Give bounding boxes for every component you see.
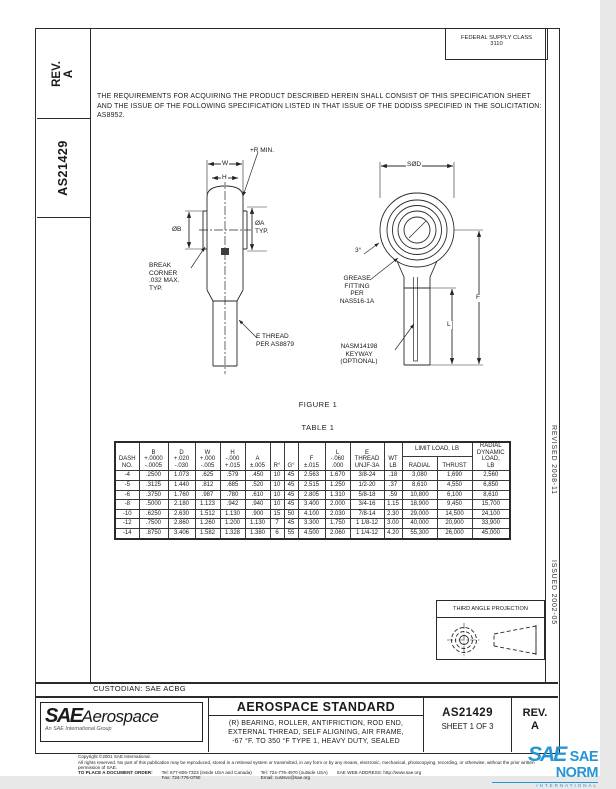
table-cell: 3,080 xyxy=(402,471,437,481)
table-cell: 2,560 xyxy=(472,471,510,481)
table-cell: .18 xyxy=(384,471,402,481)
table-cell: 4.500 xyxy=(298,528,325,538)
table-cell: 14,500 xyxy=(437,509,472,519)
col-l: L -.060 .000 xyxy=(325,442,350,471)
table-cell: 2.563 xyxy=(298,471,325,481)
table-row xyxy=(115,519,510,529)
doc-number-box xyxy=(37,119,90,218)
table-cell: -5 xyxy=(115,480,139,490)
table-cell: 20,900 xyxy=(437,519,472,529)
table-cell: -4 xyxy=(115,471,139,481)
tel-outside: Tel: 724-776-4970 (outside USA) xyxy=(260,770,328,775)
tel-inside: Tel: 877-606-7323 (inside USA and Canada) xyxy=(161,770,252,775)
watermark-sae-logo: SAE xyxy=(528,743,566,766)
dia-a-label: ØA TYP. xyxy=(255,220,269,235)
table-cell: .520 xyxy=(245,480,270,490)
table-cell: .8750 xyxy=(139,528,168,538)
dimension-table-wrap xyxy=(114,441,511,540)
col-a: A ±.005 xyxy=(245,442,270,471)
dia-b-label: ØB xyxy=(172,226,182,233)
table-cell: 8,610 xyxy=(472,490,510,500)
custodian-row: CUSTODIAN: SAE ACBG xyxy=(93,684,186,693)
table-cell: .59 xyxy=(384,490,402,500)
table-cell: 1.200 xyxy=(220,519,245,529)
table-cell: 45 xyxy=(284,519,298,529)
table-cell: 2.000 xyxy=(325,500,350,510)
fax-number: Fax: 724-776-0790 xyxy=(161,775,201,780)
email-line: Email: custsvc@sae.org xyxy=(260,775,311,780)
r-min-label: +R MIN. xyxy=(250,147,275,154)
table-cell: 1.512 xyxy=(195,509,220,519)
table-cell: 1 1/8-12 xyxy=(350,519,384,529)
title-block-sheet: SHEET 1 OF 3 xyxy=(441,721,494,731)
sod-dim-label: SØD xyxy=(407,161,422,168)
col-wt: WT LB xyxy=(384,442,402,471)
table-cell: 1.328 xyxy=(220,528,245,538)
table-cell: 10,800 xyxy=(402,490,437,500)
table-cell: 6 xyxy=(270,528,284,538)
table-cell: .5000 xyxy=(139,500,168,510)
table-cell: 9,450 xyxy=(437,500,472,510)
doc-number-vertical: AS21429 xyxy=(56,140,71,196)
table-cell: 1.380 xyxy=(245,528,270,538)
table-cell: 3.300 xyxy=(298,519,325,529)
title-block-doc-number: AS21429 xyxy=(442,706,493,719)
rights-text: All rights reserved. No part of this publication may be reproduced, stored in a retrieval system or transmitted, in any form or by any means, electronic, mechanical, photocopying, recording, or otherwise, without the prior written permission of SAE. xyxy=(78,759,535,770)
table-cell: -10 xyxy=(115,509,139,519)
standard-type-heading: AEROSPACE STANDARD xyxy=(209,698,423,716)
table-cell: 1.15 xyxy=(384,500,402,510)
table-cell: -12 xyxy=(115,519,139,529)
table-cell: 3/4-16 xyxy=(350,500,384,510)
table-cell: 2.060 xyxy=(325,528,350,538)
table-cell: 1.250 xyxy=(325,480,350,490)
col-radial: RADIAL xyxy=(402,457,437,471)
table-cell: 8,610 xyxy=(402,480,437,490)
intro-paragraph: THE REQUIREMENTS FOR ACQUIRING THE PRODUCT DESCRIBED HEREIN SHALL CONSIST OF THIS SPECIFICATION SHEET AND THE ISSUE OF THE FOLLOWING SPECIFICATION LISTED IN THAT ISSUE OF THE DODISS SPECIFIED IN THE SOLICITATION: AS8952. xyxy=(97,93,542,119)
table-cell: 1.440 xyxy=(168,480,195,490)
table-cell: 4.100 xyxy=(298,509,325,519)
col-dynamic: RADIAL DYNAMIC LOAD, LB xyxy=(472,442,510,471)
table-cell: 2.030 xyxy=(325,509,350,519)
table-cell: 29,000 xyxy=(402,509,437,519)
table-cell: 1.123 xyxy=(195,500,220,510)
sae-norm-watermark xyxy=(492,744,598,789)
e-thread-label: E THREAD PER AS8879 xyxy=(256,333,294,348)
table-cell: 1/2-20 xyxy=(350,480,384,490)
table-cell: 18,900 xyxy=(402,500,437,510)
grease-label: GREASE FITTING PER NAS516-1A xyxy=(339,275,375,305)
watermark-sub-text: INTERNATIONAL xyxy=(492,782,598,789)
table-cell: .940 xyxy=(245,500,270,510)
table-row xyxy=(115,480,510,490)
table-cell: 2.630 xyxy=(168,509,195,519)
table-cell: 15 xyxy=(270,509,284,519)
col-limit-load: LIMIT LOAD, LB xyxy=(402,442,472,457)
title-block-standard-cell xyxy=(208,698,424,753)
right-strip-divider xyxy=(545,28,546,682)
table-cell: 40,000 xyxy=(402,519,437,529)
table-cell: 10 xyxy=(270,480,284,490)
dimension-table xyxy=(114,441,511,540)
table-cell: 3.400 xyxy=(298,500,325,510)
table-head xyxy=(115,442,510,471)
sae-logo-text: SAE xyxy=(45,704,82,727)
table-cell: .780 xyxy=(220,490,245,500)
col-thrust: THRUST xyxy=(437,457,472,471)
table-cell: 1.130 xyxy=(245,519,270,529)
table-cell: -8 xyxy=(115,500,139,510)
table-cell: 3.00 xyxy=(384,519,402,529)
table-cell: .7500 xyxy=(139,519,168,529)
table-cell: 1.670 xyxy=(325,471,350,481)
table-cell: 2.805 xyxy=(298,490,325,500)
col-r: R° xyxy=(270,442,284,471)
table-cell: 3/8-24 xyxy=(350,471,384,481)
break-corner-label: BREAK CORNER .032 MAX. TYP. xyxy=(149,262,180,292)
table-row xyxy=(115,500,510,510)
table-cell: .625 xyxy=(195,471,220,481)
table-cell: 1 1/4-12 xyxy=(350,528,384,538)
table-cell: 45 xyxy=(284,480,298,490)
table-cell: .450 xyxy=(245,471,270,481)
table-cell: 45 xyxy=(284,490,298,500)
title-block-rev-value: A xyxy=(531,719,539,732)
web-address: SAE WEB ADDRESS: http://www.sae.org xyxy=(336,770,422,775)
table-cell: .37 xyxy=(384,480,402,490)
table-cell: 2.860 xyxy=(168,519,195,529)
table-cell: 33,900 xyxy=(472,519,510,529)
col-d: D +.020 -.030 xyxy=(168,442,195,471)
table-cell: .812 xyxy=(195,480,220,490)
col-w: W +.000 -.005 xyxy=(195,442,220,471)
aerospace-logo-text: Aerospace xyxy=(81,706,159,726)
table-caption: TABLE 1 xyxy=(301,423,335,432)
w-dim-label: W xyxy=(222,160,229,167)
watermark-norm-text: SAE NORM xyxy=(555,749,598,781)
table-cell: 55,300 xyxy=(402,528,437,538)
issued-date-vertical: ISSUED 2002-05 xyxy=(550,560,557,625)
sae-aerospace-logo xyxy=(40,702,203,742)
rev-box-label: REV. xyxy=(51,60,64,87)
table-cell: .610 xyxy=(245,490,270,500)
table-cell: 50 xyxy=(284,509,298,519)
table-cell: -6 xyxy=(115,490,139,500)
table-cell: .3125 xyxy=(139,480,168,490)
title-block-rev-label: REV. xyxy=(522,706,548,719)
table-cell: 45 xyxy=(284,500,298,510)
table-cell: 1.760 xyxy=(168,490,195,500)
table-cell: 45,000 xyxy=(472,528,510,538)
left-strip-divider xyxy=(90,28,91,682)
table-body xyxy=(115,471,510,539)
table-cell: 2.180 xyxy=(168,500,195,510)
table-cell: 1.260 xyxy=(195,519,220,529)
f-dim-label: F xyxy=(476,294,480,301)
rev-box-value: A xyxy=(63,69,76,78)
rev-box xyxy=(37,30,90,119)
projection-box xyxy=(436,600,545,660)
table-cell: 5/8-18 xyxy=(350,490,384,500)
angle-label: 3° xyxy=(355,247,362,254)
table-cell: 15,700 xyxy=(472,500,510,510)
col-b: B +.0000 -.0005 xyxy=(139,442,168,471)
keyway-label: NASM14198 KEYWAY (OPTIONAL) xyxy=(340,343,378,365)
order-label: TO PLACE A DOCUMENT ORDER: xyxy=(78,770,153,775)
table-cell: 4.20 xyxy=(384,528,402,538)
table-cell: 55 xyxy=(284,528,298,538)
table-cell: .3750 xyxy=(139,490,168,500)
h-dim-label: H xyxy=(222,174,227,181)
table-row xyxy=(115,471,510,481)
table-cell: .6250 xyxy=(139,509,168,519)
table-cell: 7 xyxy=(270,519,284,529)
table-cell: 4,550 xyxy=(437,480,472,490)
table-cell: 1.310 xyxy=(325,490,350,500)
table-cell: .900 xyxy=(245,509,270,519)
fsc-box xyxy=(445,28,548,60)
table-cell: .942 xyxy=(220,500,245,510)
table-cell: 7/8-14 xyxy=(350,509,384,519)
fsc-line1: FEDERAL SUPPLY CLASS xyxy=(460,35,533,41)
table-cell: 2.30 xyxy=(384,509,402,519)
table-row xyxy=(115,490,510,500)
table-cell: 1.130 xyxy=(220,509,245,519)
table-cell: 10 xyxy=(270,471,284,481)
col-dash: DASH NO. xyxy=(115,442,139,471)
table-cell: 45 xyxy=(284,471,298,481)
revised-date-vertical: REVISED 2008-11 xyxy=(550,425,557,495)
table-cell: 1,690 xyxy=(437,471,472,481)
table-cell: .987 xyxy=(195,490,220,500)
l-dim-label: L xyxy=(447,321,451,328)
col-thread: E THREAD UNJF-3A xyxy=(350,442,384,471)
title-block-logo-cell xyxy=(35,698,208,753)
table-cell: .685 xyxy=(220,480,245,490)
logo-tagline: An SAE International Group xyxy=(45,725,112,732)
col-g: G° xyxy=(284,442,298,471)
projection-title: THIRD ANGLE PROJECTION xyxy=(437,601,544,618)
table-cell: 10 xyxy=(270,500,284,510)
copyright-line: Copyright ©2001 SAE International. xyxy=(78,754,151,759)
table-cell: 6,100 xyxy=(437,490,472,500)
table-cell: -14 xyxy=(115,528,139,538)
fsc-line2: 3110 xyxy=(490,41,503,47)
standard-subtitle: (R) BEARING, ROLLER, ANTIFRICTION, ROD END, EXTERNAL THREAD, SELF ALIGNING, AIR FRAME, -67 °F. TO 350 °F TYPE 1, HEAVY DUTY, SEALED xyxy=(228,719,404,746)
table-cell: 10 xyxy=(270,490,284,500)
table-cell: 26,000 xyxy=(437,528,472,538)
col-f: F ±.015 xyxy=(298,442,325,471)
table-cell: 6,850 xyxy=(472,480,510,490)
table-row xyxy=(115,528,510,538)
table-cell: .2500 xyxy=(139,471,168,481)
title-block xyxy=(35,698,558,753)
table-cell: 1.582 xyxy=(195,528,220,538)
figure-caption: FIGURE 1 xyxy=(298,400,338,409)
table-cell: .579 xyxy=(220,471,245,481)
table-cell: 2.515 xyxy=(298,480,325,490)
col-h: H -.000 +.015 xyxy=(220,442,245,471)
table-cell: 1.073 xyxy=(168,471,195,481)
table-row xyxy=(115,509,510,519)
table-cell: 1.750 xyxy=(325,519,350,529)
table-cell: 3.406 xyxy=(168,528,195,538)
table-cell: 24,100 xyxy=(472,509,510,519)
